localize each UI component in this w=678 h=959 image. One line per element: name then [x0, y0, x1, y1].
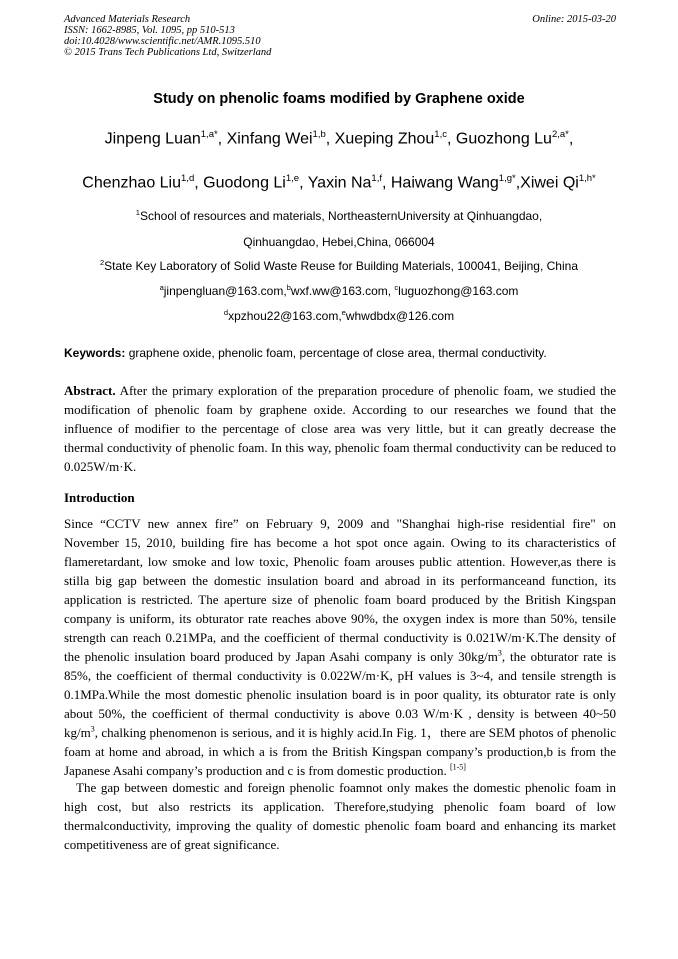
superscript: 3 [90, 724, 95, 734]
author-name: Haiwang Wang [390, 174, 499, 192]
author-superscript: 1,e [285, 173, 300, 184]
abstract-label: Abstract. [64, 383, 116, 398]
issn-line: ISSN: 1662-8985, Vol. 1095, pp 510-513 [64, 25, 235, 36]
author-superscript: 1,f [371, 173, 382, 184]
superscript: 3 [497, 648, 502, 658]
affiliation-1-line-2: Qinhuangdao, Hebei,China, 066004 [243, 235, 435, 249]
author-separator: , [568, 130, 574, 148]
email-address[interactable]: whwdbdx@126.com [345, 309, 455, 323]
authors-line-2 [0, 173, 678, 192]
author-separator: , [217, 130, 227, 148]
keywords-label: Keywords: [64, 346, 126, 360]
email-address[interactable]: luguozhong@163.com [398, 284, 519, 298]
author-superscript: 1,h* [578, 173, 596, 184]
author-name: Chenzhao Liu [82, 174, 182, 192]
author-superscript: 1,c [434, 129, 447, 140]
superscript: [1-5] [449, 762, 466, 772]
affiliation-2-text: State Key Laboratory of Solid Waste Reuse for Building Materials, 100041, Beijing, China [104, 259, 578, 273]
author-superscript: 2,a* [551, 129, 569, 140]
author-name: Jinpeng Luan [104, 130, 201, 148]
introduction-heading: Introduction [64, 490, 135, 505]
journal-header [64, 14, 616, 58]
author-name: Guozhong Lu [455, 130, 552, 148]
author-name: Xinfang Wei [226, 130, 313, 148]
author-superscript: 1,a* [200, 129, 218, 140]
paragraph-text: , the obturator rate is 85%, the coefficient of thermal conductivity is 0.022W/m·K, pH values is 3~4, and tensile strength is 0.1MPa.While the most domestic phenolic insulation board is in poor quality, its obturator rate is only about 50%, the coefficient of thermal conductivity is above 0.03 W/m·K , density is between 40~50 kg/m [64, 649, 617, 740]
email-address[interactable]: wxf.ww@163.com, [290, 284, 395, 298]
email-superscript: a [159, 283, 164, 292]
affiliation-1-line-1 [0, 208, 678, 223]
affiliation-1-sup: 1 [135, 208, 140, 217]
affiliation-1-text: School of resources and materials, NortheasternUniversity at Qinhuangdao, [139, 209, 543, 223]
author-separator: , [325, 130, 335, 148]
author-separator: , [446, 130, 456, 148]
author-separator: , [299, 174, 308, 192]
email-superscript: b [286, 283, 291, 292]
author-superscript: 1,g* [498, 173, 516, 184]
author-separator: , [381, 174, 391, 192]
author-name: Guodong Li [203, 174, 286, 192]
emails-line-1 [0, 283, 678, 298]
introduction-paragraph-2: The gap between domestic and foreign phenolic foamnot only makes the domestic phenolic foam in high cost, but also restricts its application. Therefore,studying phenolic foam board of low thermalconductivity, improving the quality of domestic phenolic foam board and enhancing its market competitiveness are of great significance. [64, 780, 616, 852]
author-separator: , [194, 174, 204, 192]
email-superscript: d [223, 308, 229, 317]
abstract [64, 381, 616, 476]
author-name: Xiwei Qi [520, 174, 579, 192]
journal-name: Advanced Materials Research [64, 14, 191, 25]
author-name: Xueping Zhou [334, 130, 435, 148]
paper-title: Study on phenolic foams modified by Graphene oxide [153, 91, 525, 107]
emails-line-2 [0, 308, 678, 323]
email-superscript: c [394, 283, 399, 292]
author-name: Yaxin Na [307, 174, 372, 192]
author-separator: , [515, 174, 521, 192]
keywords-text: graphene oxide, phenolic foam, percentage of close area, thermal conductivity. [125, 346, 547, 360]
copyright-line: © 2015 Trans Tech Publications Ltd, Switzerland [64, 47, 272, 58]
email-address[interactable]: xpzhou22@163.com, [228, 309, 342, 323]
affiliation-2 [0, 258, 678, 273]
author-superscript: 1,d [181, 173, 195, 184]
abstract-text: After the primary exploration of the preparation procedure of phenolic foam, we studied the modification of phenolic foam by graphene oxide. According to our researches we found that the influence of modifier to the percentage of close area was very little, but it can greatly decrease the thermal conductivity of phenolic foam. In this way, phenolic foam thermal conductivity can be reduced to 0.025W/m·K. [64, 383, 616, 474]
email-superscript: e [341, 308, 346, 317]
online-date: Online: 2015-03-20 [532, 14, 616, 25]
affiliation-2-sup: 2 [100, 258, 105, 267]
paragraph-text: , chalking phenomenon is serious, and it is highly acid.In Fig. 1，there are SEM photos of phenolic foam at home and abroad, in which a is from the British Kingspan company’s production,b is from the Japanese Asahi company’s production and c is from domestic production. [64, 725, 616, 778]
introduction-paragraph-1 [64, 514, 616, 780]
paragraph-text: Since “CCTV new annex fire” on February 9, 2009 and "Shanghai high-rise residential fire" on November 15, 2010, building fire has become a hot spot once again. Owing to its characteristics of flameretardant, low smoke and low toxic, Phenolic foam arouses public attention. However,as there is stilla big gap between the domestic insulation board and abroad in its performanceand function, its application is restricted. The aperture size of phenolic foam board produced by the British Kingspan company is uniform, its obturator rate reaches above 90%, the oxygen index is more than 50%, tensile strength can reach 0.21MPa, and the coefficient of thermal conductivity is 0.021W/m·K.The density of the phenolic insulation board produced by Japan Asahi company is only 30kg/m [64, 516, 616, 664]
author-superscript: 1,b [312, 129, 326, 140]
email-address[interactable]: jinpengluan@163.com, [163, 284, 287, 298]
keywords [64, 346, 616, 360]
authors-line-1 [0, 129, 678, 148]
doi-line[interactable]: doi:10.4028/www.scientific.net/AMR.1095.510 [64, 36, 261, 47]
